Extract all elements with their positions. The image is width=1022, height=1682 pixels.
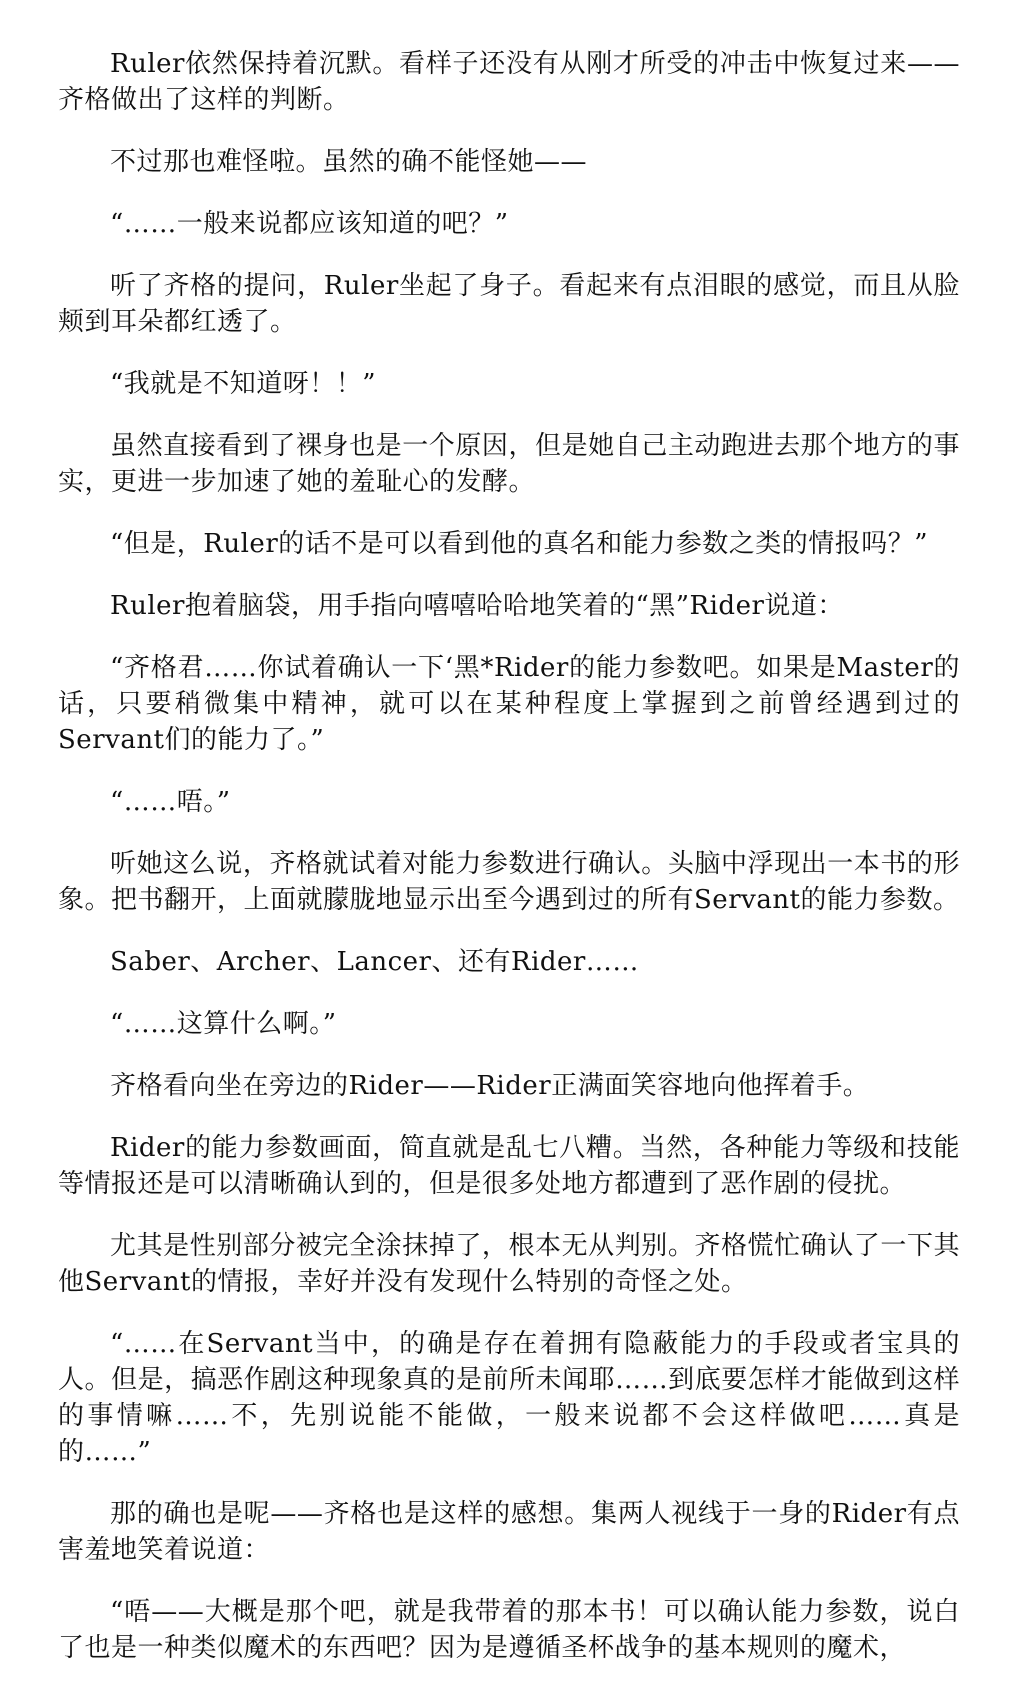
paragraph-15: Rider的能力参数画面，简直就是乱七八糟。当然，各种能力等级和技能等情报还是可以清晰确认到的，但是很多处地方都遭到了恶作剧的侵扰。 [58, 1133, 960, 1199]
paragraph-4: 听了齐格的提问，Ruler坐起了身子。看起来有点泪眼的感觉，而且从脸颊到耳朵都红透了。 [58, 271, 960, 337]
paragraph-8: Ruler抱着脑袋，用手指向嘻嘻哈哈地笑着的“黑”Rider说道： [110, 591, 844, 621]
paragraph-14: 齐格看向坐在旁边的Rider——Rider正满面笑容地向他挥着手。 [110, 1071, 870, 1101]
paragraph-16: 尤其是性别部分被完全涂抹掉了，根本无从判别。齐格慌忙确认了一下其他Servant的情报，幸好并没有发现什么特别的奇怪之处。 [58, 1231, 960, 1297]
paragraph-13: “……这算什么啊。” [110, 1009, 337, 1039]
paragraph-2: 不过那也难怪啦。虽然的确不能怪她—— [110, 147, 588, 177]
paragraph-18: 那的确也是呢——齐格也是这样的感想。集两人视线于一身的Rider有点害羞地笑着说道： [58, 1499, 960, 1565]
paragraph-9: “齐格君……你试着确认一下‘黑*Rider的能力参数吧。如果是Master的话，只要稍微集中精神，就可以在某种程度上掌握到之前曾经遇到过的Servant们的能力了。” [58, 653, 960, 755]
paragraph-11: 听她这么说，齐格就试着对能力参数进行确认。头脑中浮现出一本书的形象。把书翻开，上面就朦胧地显示出至今遇到过的所有Servant的能力参数。 [58, 849, 960, 915]
paragraph-12: Saber、Archer、Lancer、还有Rider…… [110, 947, 639, 977]
paragraph-17: “……在Servant当中，的确是存在着拥有隐蔽能力的手段或者宝具的人。但是，搞恶作剧这种现象真的是前所未闻耶……到底要怎样才能做到这样的事情嘛……不，先别说能不能做，一般来说都不会这样做吧……真是的……” [58, 1329, 960, 1467]
paragraph-1: Ruler依然保持着沉默。看样子还没有从刚才所受的冲击中恢复过来——齐格做出了这样的判断。 [58, 49, 960, 115]
paragraph-6: 虽然直接看到了裸身也是一个原因，但是她自己主动跑进去那个地方的事实，更进一步加速了她的羞耻心的发酵。 [58, 431, 960, 497]
paragraph-7: “但是，Ruler的话不是可以看到他的真名和能力参数之类的情报吗？” [110, 529, 929, 559]
paragraph-3: “……一般来说都应该知道的吧？” [110, 209, 509, 239]
paragraph-10: “……唔。” [110, 787, 231, 817]
paragraph-19: “唔——大概是那个吧，就是我带着的那本书！可以确认能力参数，说白了也是一种类似魔术的东西吧？因为是遵循圣杯战争的基本规则的魔术， [58, 1597, 960, 1663]
paragraph-5: “我就是不知道呀！！” [110, 369, 377, 399]
